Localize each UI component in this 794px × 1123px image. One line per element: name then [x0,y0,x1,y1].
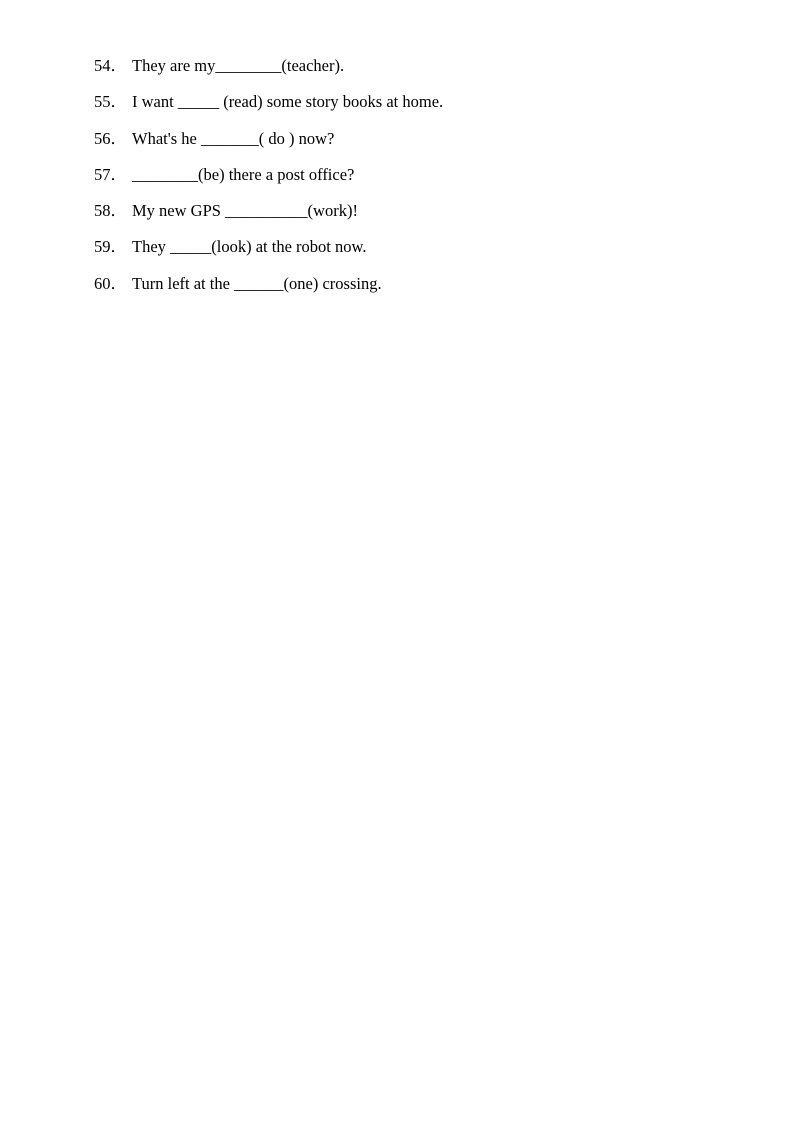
question-text: They are my________(teacher). [132,56,345,75]
question-number: 58． [94,201,127,221]
question-text: My new GPS __________(work)! [132,201,358,221]
question-number: 57． [94,164,127,184]
question-item [94,127,734,163]
question-item [94,90,734,126]
question-number: 55． [94,92,127,112]
question-text: They _____(look) at the robot now. [132,237,367,257]
question-text: What's he _______( do ) now? [132,128,335,148]
question-text: I want _____ (read) some story books at home. [132,92,444,112]
question-text: Turn left at the ______(one) crossing. [132,273,382,293]
question-item [94,54,734,90]
question-number: 56． [94,128,127,148]
question-item [94,235,734,271]
question-item [94,272,734,308]
question-text: ________(be) there a post office? [132,164,355,184]
question-item [94,199,734,235]
question-number: 60． [94,273,127,293]
question-number: 54． [94,56,127,75]
question-item [94,163,734,199]
question-list [94,54,734,308]
question-number: 59． [94,237,127,257]
